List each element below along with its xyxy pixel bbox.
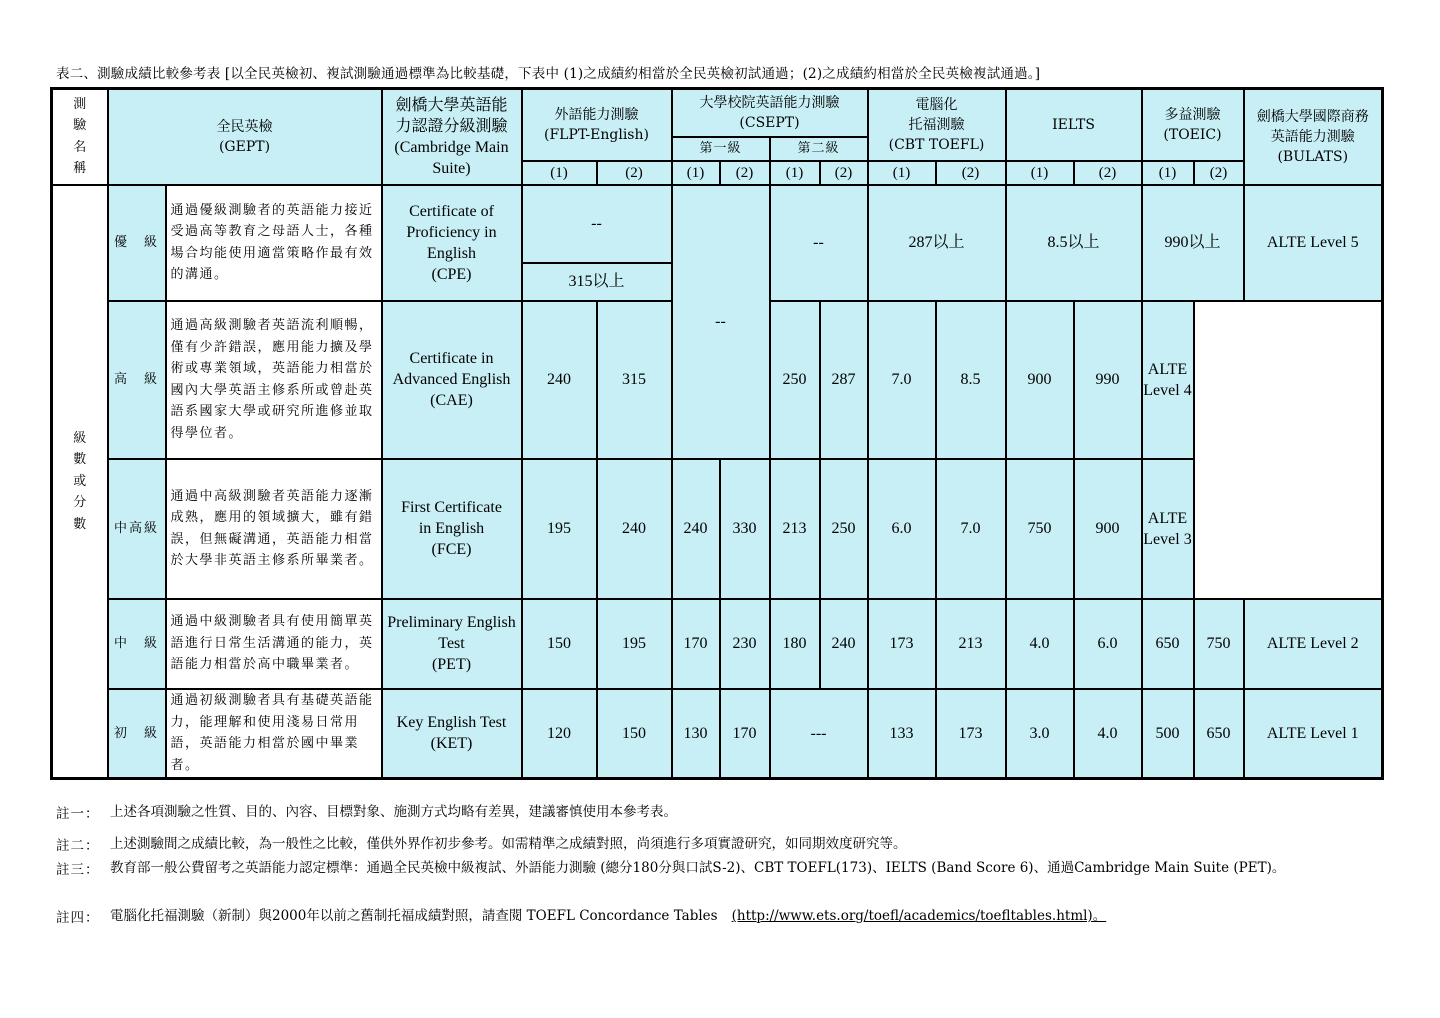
bulats-intermediate: ALTE Level 2: [1244, 599, 1383, 689]
header-flpt: 外語能力測驗 (FLPT-English): [522, 89, 672, 161]
header-ielts: IELTS: [1006, 89, 1142, 161]
csept2-intermediate-1: 180: [770, 599, 820, 689]
toeic-elementary-2: 650: [1194, 689, 1244, 779]
csept2-elementary-empty: ---: [770, 689, 868, 779]
csept2-high-intermediate-1: 240: [672, 459, 720, 599]
toefl-concordance-link[interactable]: (http://www.ets.org/toefl/academics/toefltables.html)。: [731, 908, 1107, 924]
note-3: [56, 858, 1360, 878]
level-label-intermediate: 中 級: [108, 599, 166, 689]
cbt-advanced-2: 287: [820, 301, 868, 459]
ielts-advanced-2: 8.5: [936, 301, 1006, 459]
header-col2: (2): [1194, 161, 1244, 185]
csept2-high-intermediate-2: 330: [720, 459, 770, 599]
score-comparison-table: [50, 87, 1384, 780]
side-label-level-or-score: 級 數 或 分 數: [52, 185, 108, 779]
note-text: 電腦化托福測驗（新制）與2000年以前之舊制托福成績對照，請查閱 TOEFL Concordance Tables: [110, 908, 718, 924]
comparison-table-wrapper: [50, 87, 1384, 780]
note-text: 上述各項測驗之性質、目的、內容、目標對象、施測方式均略有差異，建議審慎使用本參考表。: [110, 804, 677, 820]
flpt-superior-bottom: 315以上: [522, 263, 672, 301]
level-label-high-intermediate: 中高級: [108, 459, 166, 599]
note-1: [56, 802, 1360, 822]
header-col1: (1): [770, 161, 820, 185]
cambridge-cpe: Certificate of Proficiency in English (CPE): [382, 185, 522, 301]
cambridge-pet: Preliminary English Test (PET): [382, 599, 522, 689]
header-col2: (2): [1074, 161, 1142, 185]
header-col1: (1): [672, 161, 720, 185]
ielts-elementary-1: 3.0: [1006, 689, 1074, 779]
flpt-elementary-1: 120: [522, 689, 597, 779]
ielts-advanced-1: 7.0: [868, 301, 936, 459]
csept2-intermediate-2: 240: [820, 599, 868, 689]
csept1-intermediate-1: 170: [672, 599, 720, 689]
header-cbt-toefl: 電腦化 托福測驗 (CBT TOEFL): [868, 89, 1006, 161]
flpt-superior-top: --: [522, 185, 672, 263]
level-label-elementary: 初 級: [108, 689, 166, 779]
ielts-superior: 8.5以上: [1006, 185, 1142, 301]
csept-level2-empty: --: [770, 185, 868, 301]
note-key: 註三：: [56, 862, 100, 878]
header-col2: (2): [720, 161, 770, 185]
ielts-intermediate-1: 4.0: [1006, 599, 1074, 689]
toeic-intermediate-2: 750: [1194, 599, 1244, 689]
csept-level1-empty: --: [672, 185, 770, 459]
table-caption: 表二、測驗成績比較參考表 [以全民英檢初、複試測驗通過標準為比較基礎，下表中 (1)之成績約相當於全民英檢初試通過；(2)之成績約相當於全民英檢複試通過。]: [56, 66, 1041, 82]
flpt-advanced-2: 315: [597, 301, 672, 459]
toeic-high-intermediate-1: 750: [1006, 459, 1074, 599]
flpt-elementary-2: 150: [597, 689, 672, 779]
flpt-intermediate-1: 150: [522, 599, 597, 689]
header-col1: (1): [522, 161, 597, 185]
flpt-intermediate-2: 195: [597, 599, 672, 689]
bulats-superior: ALTE Level 5: [1244, 185, 1383, 301]
note-text: 上述測驗間之成績比較，為一般性之比較，僅供外界作初步參考。如需精準之成績對照，尚須進行多項實證研究，如同期效度研究等。: [110, 836, 907, 852]
level-description-high-intermediate: 通過中高級測驗者英語能力逐漸成熟，應用的領域擴大，雖有錯誤，但無礙溝通，英語能力相當於大學非英語主修系所畢業者。: [166, 459, 382, 599]
note-2: [56, 834, 1360, 854]
ielts-high-intermediate-2: 7.0: [936, 459, 1006, 599]
header-cambridge: 劍橋大學英語能 力認證分級測驗 (Cambridge Main Suite): [382, 89, 522, 185]
csept1-elementary-2: 170: [720, 689, 770, 779]
toeic-advanced-2: 990: [1074, 301, 1142, 459]
note-4: [56, 906, 1360, 926]
toeic-high-intermediate-2: 900: [1074, 459, 1142, 599]
cbt-elementary-1: 133: [868, 689, 936, 779]
bulats-elementary: ALTE Level 1: [1244, 689, 1383, 779]
header-col2: (2): [936, 161, 1006, 185]
header-col1: (1): [1006, 161, 1074, 185]
header-csept: 大學校院英語能力測驗 (CSEPT): [672, 89, 868, 137]
cbt-superior: 287以上: [868, 185, 1006, 301]
bulats-high-intermediate: ALTE Level 3: [1142, 459, 1194, 599]
header-csept-level1: 第一級: [672, 137, 770, 161]
toeic-advanced-1: 900: [1006, 301, 1074, 459]
cbt-high-intermediate-2: 250: [820, 459, 868, 599]
level-description-intermediate: 通過中級測驗者具有使用簡單英語進行日常生活溝通的能力，英語能力相當於高中職畢業者。: [166, 599, 382, 689]
note-text: 教育部一般公費留考之英語能力認定標準：通過全民英檢中級複試、外語能力測驗 (總分180分與口試S-2)、CBT TOEFL(173)、IELTS (Band Score 6)、通過Cambridge Main Suite (PET)。: [110, 860, 1286, 876]
cambridge-cae: Certificate in Advanced English (CAE): [382, 301, 522, 459]
level-description-superior: 通過優級測驗者的英語能力接近受過高等教育之母語人士，各種場合均能使用適當策略作最有效的溝通。: [166, 185, 382, 301]
toeic-superior: 990以上: [1142, 185, 1244, 301]
ielts-high-intermediate-1: 6.0: [868, 459, 936, 599]
csept1-elementary-1: 130: [672, 689, 720, 779]
header-col2: (2): [820, 161, 868, 185]
cambridge-ket: Key English Test (KET): [382, 689, 522, 779]
cbt-elementary-2: 173: [936, 689, 1006, 779]
cbt-advanced-1: 250: [770, 301, 820, 459]
level-label-advanced: 高 級: [108, 301, 166, 459]
cambridge-fce: First Certificate in English (FCE): [382, 459, 522, 599]
level-description-elementary: 通過初級測驗者具有基礎英語能力，能理解和使用淺易日常用語，英語能力相當於國中畢業者。: [166, 689, 382, 779]
note-key: 註四：: [56, 910, 100, 926]
note-text-with-link: [110, 906, 1360, 926]
cbt-intermediate-2: 213: [936, 599, 1006, 689]
bulats-advanced: ALTE Level 4: [1142, 301, 1194, 459]
flpt-advanced-1: 240: [522, 301, 597, 459]
cbt-high-intermediate-1: 213: [770, 459, 820, 599]
flpt-high-intermediate-1: 195: [522, 459, 597, 599]
flpt-high-intermediate-2: 240: [597, 459, 672, 599]
header-gept: 全民英檢 (GEPT): [108, 89, 382, 185]
level-label-superior: 優 級: [108, 185, 166, 301]
header-toeic: 多益測驗 (TOEIC): [1142, 89, 1244, 161]
header-col2: (2): [597, 161, 672, 185]
toeic-intermediate-1: 650: [1142, 599, 1194, 689]
header-test-name: 測 驗 名 稱: [52, 89, 108, 185]
toeic-elementary-1: 500: [1142, 689, 1194, 779]
ielts-elementary-2: 4.0: [1074, 689, 1142, 779]
header-col1: (1): [868, 161, 936, 185]
header-col1: (1): [1142, 161, 1194, 185]
header-bulats: 劍橋大學國際商務 英語能力測驗 (BULATS): [1244, 89, 1383, 185]
note-key: 註一：: [56, 806, 100, 822]
csept1-intermediate-2: 230: [720, 599, 770, 689]
ielts-intermediate-2: 6.0: [1074, 599, 1142, 689]
cbt-intermediate-1: 173: [868, 599, 936, 689]
header-csept-level2: 第二級: [770, 137, 868, 161]
level-description-advanced: 通過高級測驗者英語流利順暢，僅有少許錯誤，應用能力擴及學術或專業領域，英語能力相當於國內大學英語主修系所或曾赴英語系國家大學或研究所進修並取得學位者。: [166, 301, 382, 459]
note-key: 註二：: [56, 838, 100, 854]
